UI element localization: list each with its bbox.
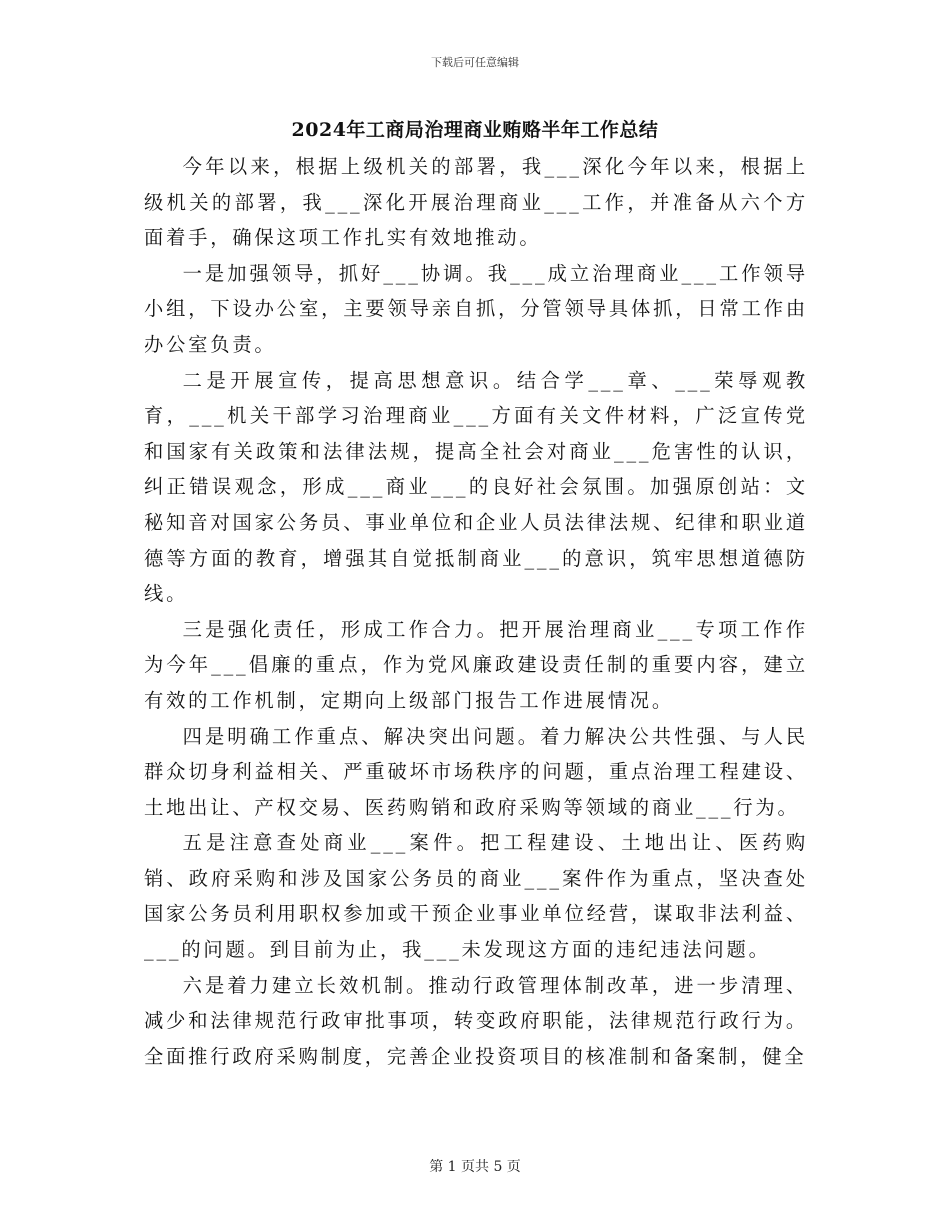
paragraph-item-3: 三是强化责任，形成工作合力。把开展治理商业___专项工作作为今年___倡廉的重点，作为党风廉政建设责任制的重要内容，建立有效的工作机制，定期向上级部门报告工作进展情况。 bbox=[144, 617, 808, 712]
paragraph-item-2: 二是开展宣传，提高思想意识。结合学___章、___荣辱观教育，___机关干部学习治理商业___方面有关文件材料，广泛宣传党和国家有关政策和法律法规，提高全社会对商业___危害性的认识，纠正错误观念，形成___商业___的良好社会氛围。加强原创站：文秘知音对国家公务员、事业单位和企业人员法律法规、纪律和职业道德等方面的教育，增强其自觉抵制商业___的意识，筑牢思想道德防线。 bbox=[144, 368, 808, 606]
paragraph-item-5: 五是注意查处商业___案件。把工程建设、土地出让、医药购销、政府采购和涉及国家公务员的商业___案件作为重点，坚决查处国家公务员利用职权参加或干预企业事业单位经营，谋取非法利益、___的问题。到目前为止，我___未发现这方面的违纪违法问题。 bbox=[144, 831, 808, 962]
paragraph-item-6: 六是着力建立长效机制。推动行政管理体制改革，进一步清理、减少和法律规范行政审批事项，转变政府职能，法律规范行政行为。全面推行政府采购制度，完善企业投资项目的核准制和备案制，健全 bbox=[144, 973, 808, 1068]
paragraph-intro: 今年以来，根据上级机关的部署，我___深化今年以来，根据上级机关的部署，我___深化开展治理商业___工作，并准备从六个方面着手，确保这项工作扎实有效地推动。 bbox=[144, 155, 808, 250]
paragraph-item-4: 四是明确工作重点、解决突出问题。着力解决公共性强、与人民群众切身利益相关、严重破坏市场秩序的问题，重点治理工程建设、土地出让、产权交易、医药购销和政府采购等领域的商业___行为。 bbox=[144, 724, 808, 819]
document-body bbox=[144, 149, 808, 1074]
page-number: 第 1 页共 5 页 bbox=[429, 1159, 521, 1175]
page-header: 下载后可任意编辑 bbox=[431, 56, 519, 69]
paragraph-item-1: 一是加强领导，抓好___协调。我___成立治理商业___工作领导小组，下设办公室，主要领导亲自抓，分管领导具体抓，日常工作由办公室负责。 bbox=[144, 261, 808, 356]
document-title: 2024年工商局治理商业贿赂半年工作总结 bbox=[291, 119, 659, 141]
